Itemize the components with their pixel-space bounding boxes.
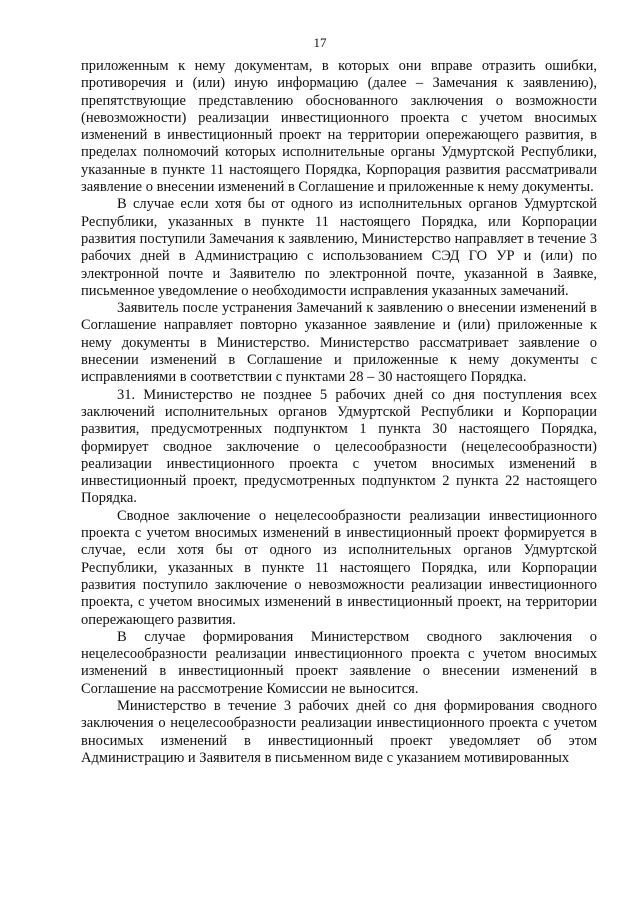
paragraph-continuation: приложенным к нему документам, в которых они вправе отразить ошибки, противоречия и (или) иную информацию (далее – Замечания к заявлению), препятствующие представлению обоснованного заключения о возможности (невозможности) реализации инвестиционного проекта с учетом вносимых изменений в инвестиционный проект на территории опережающего развития, в пределах полномочий которых исполнительные органы Удмуртской Республики, указанные в пункте 11 настоящего Порядка, Корпорация развития рассматривали заявление о внесении изменений в Соглашение и приложенные к нему документы. [81, 58, 597, 196]
page-number: 17 [313, 35, 327, 50]
document-body [81, 58, 597, 767]
paragraph-remarks-case: В случае если хотя бы от одного из исполнительных органов Удмуртской Республики, указанных в пункте 11 настоящего Порядка, или Корпорации развития поступили Замечания к заявлению, Министерство направляет в течение 3 рабочих дней в Администрацию с использованием СЭД ГО УР и (или) по электронной почте и Заявителю по электронной почте, указанной в Заявке, письменное уведомление о необходимости исправления указанных замечаний. [81, 196, 597, 299]
paragraph-applicant-resubmission: Заявитель после устранения Замечаний к заявлению о внесении изменений в Соглашение направляет повторно указанное заявление и (или) приложенные к нему документы в Министерство. Министерство рассматривает заявление о внесении изменений в Соглашение и приложенные к нему документы с исправлениями в соответствии с пунктами 28 – 30 настоящего Порядка. [81, 300, 597, 386]
paragraph-not-submitted-to-commission: В случае формирования Министерством сводного заключения о нецелесообразности реализации инвестиционного проекта с учетом вносимых изменений в инвестиционный проект заявление о внесении изменений в Соглашение на рассмотрение Комиссии не выносится. [81, 628, 597, 697]
paragraph-clause-31: 31. Министерство не позднее 5 рабочих дней со дня поступления всех заключений исполнительных органов Удмуртской Республики и Корпорации развития, предусмотренных подпунктом 1 пункта 30 настоящего Порядка, формирует сводное заключение о целесообразности (нецелесообразности) реализации инвестиционного проекта с учетом вносимых изменений в инвестиционный проект, предусмотренных подпунктом 2 пункта 22 настоящего Порядка. [81, 386, 597, 507]
paragraph-notification: Министерство в течение 3 рабочих дней со дня формирования сводного заключения о нецелесообразности реализации инвестиционного проекта с учетом вносимых изменений в инвестиционный проект уведомляет об этом Администрацию и Заявителя в письменном виде с указанием мотивированных [81, 697, 597, 766]
paragraph-negative-summary-conclusion: Сводное заключение о нецелесообразности реализации инвестиционного проекта с учетом вносимых изменений в инвестиционный проект формируется в случае, если хотя бы от одного из исполнительных органов Удмуртской Республики, указанных в пункте 11 настоящего Порядка, или Корпорации развития поступило заключение о невозможности реализации инвестиционного проекта, с учетом вносимых изменений в инвестиционный проект, на территории опережающего развития. [81, 507, 597, 628]
